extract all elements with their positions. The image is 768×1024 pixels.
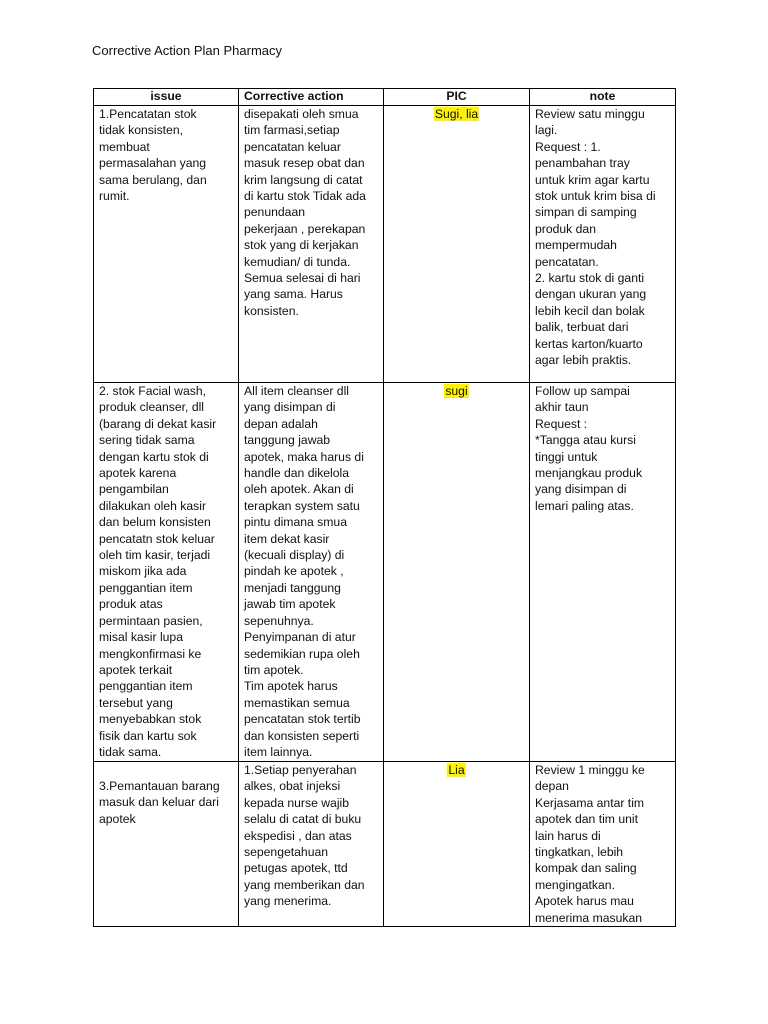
pic-cell	[384, 383, 530, 762]
issue-cell	[94, 762, 239, 927]
table-header-row	[94, 89, 676, 106]
header-note: note	[530, 89, 676, 106]
pic-highlight: Sugi, lia	[434, 107, 479, 121]
pic-cell	[384, 106, 530, 383]
table-row	[94, 106, 676, 383]
table-row	[94, 762, 676, 927]
pic-highlight: sugi	[445, 384, 468, 398]
issue-text: 3.Pemantauan barang masuk dan keluar dari apotek	[99, 779, 220, 826]
corrective-action-cell: 1.Setiap penyerahan alkes, obat injeksi kepada nurse wajib selalu di catat di buku ekspedisi , dan atas sepengetahuan petugas apotek, ttd yang memberikan dan yang menerima.	[239, 762, 384, 927]
header-corrective-action: Corrective action	[239, 89, 384, 106]
cell-spacer	[99, 762, 233, 778]
pic-cell	[384, 762, 530, 927]
header-issue: issue	[94, 89, 239, 106]
document-title: Corrective Action Plan Pharmacy	[92, 43, 283, 58]
corrective-action-cell: All item cleanser dll yang disimpan di depan adalah tanggung jawab apotek, maka harus di handle dan dikelola oleh apotek. Akan di terapkan system satu pintu dimana smua item dekat kasir (kecuali display) di pindah ke apotek , menjadi tanggung jawab tim apotek sepenuhnya. Penyimpanan di atur sedemikian rupa oleh tim apotek. Tim apotek harus memastikan semua pencatatan stok tertib dan konsisten seperti item lainnya.	[239, 383, 384, 762]
note-cell: Review 1 minggu ke depan Kerjasama antar tim apotek dan tim unit lain harus di tingkatkan, lebih kompak dan saling mengingatkan. Apotek harus mau menerima masukan	[530, 762, 676, 927]
pic-highlight: Lia	[448, 763, 465, 777]
issue-cell: 2. stok Facial wash, produk cleanser, dll (barang di dekat kasir sering tidak sama dengan kartu stok di apotek karena pengambilan dilakukan oleh kasir dan belum konsisten pencatatn stok keluar oleh tim kasir, terjadi miskom jika ada penggantian item produk atas permintaan pasien, misal kasir lupa mengkonfirmasi ke apotek terkait penggantian item tersebut yang menyebabkan stok fisik dan kartu sok tidak sama.	[94, 383, 239, 762]
corrective-action-table	[93, 88, 676, 927]
issue-cell: 1.Pencatatan stok tidak konsisten, membuat permasalahan yang sama berulang, dan rumit.	[94, 106, 239, 383]
note-cell: Review satu minggu lagi. Request : 1. penambahan tray untuk krim agar kartu stok untuk krim bisa di simpan di samping produk dan mempermudah pencatatan. 2. kartu stok di ganti dengan ukuran yang lebih kecil dan bolak balik, terbuat dari kertas karton/kuarto agar lebih praktis.	[530, 106, 676, 383]
corrective-action-cell: disepakati oleh smua tim farmasi,setiap pencatatan keluar masuk resep obat dan krim langsung di catat di kartu stok Tidak ada penundaan pekerjaan , perekapan stok yang di kerjakan kemudian/ di tunda. Semua selesai di hari yang sama. Harus konsisten.	[239, 106, 384, 383]
header-pic: PIC	[384, 89, 530, 106]
table-row	[94, 383, 676, 762]
note-cell: Follow up sampai akhir taun Request : *Tangga atau kursi tinggi untuk menjangkau produk yang disimpan di lemari paling atas.	[530, 383, 676, 762]
